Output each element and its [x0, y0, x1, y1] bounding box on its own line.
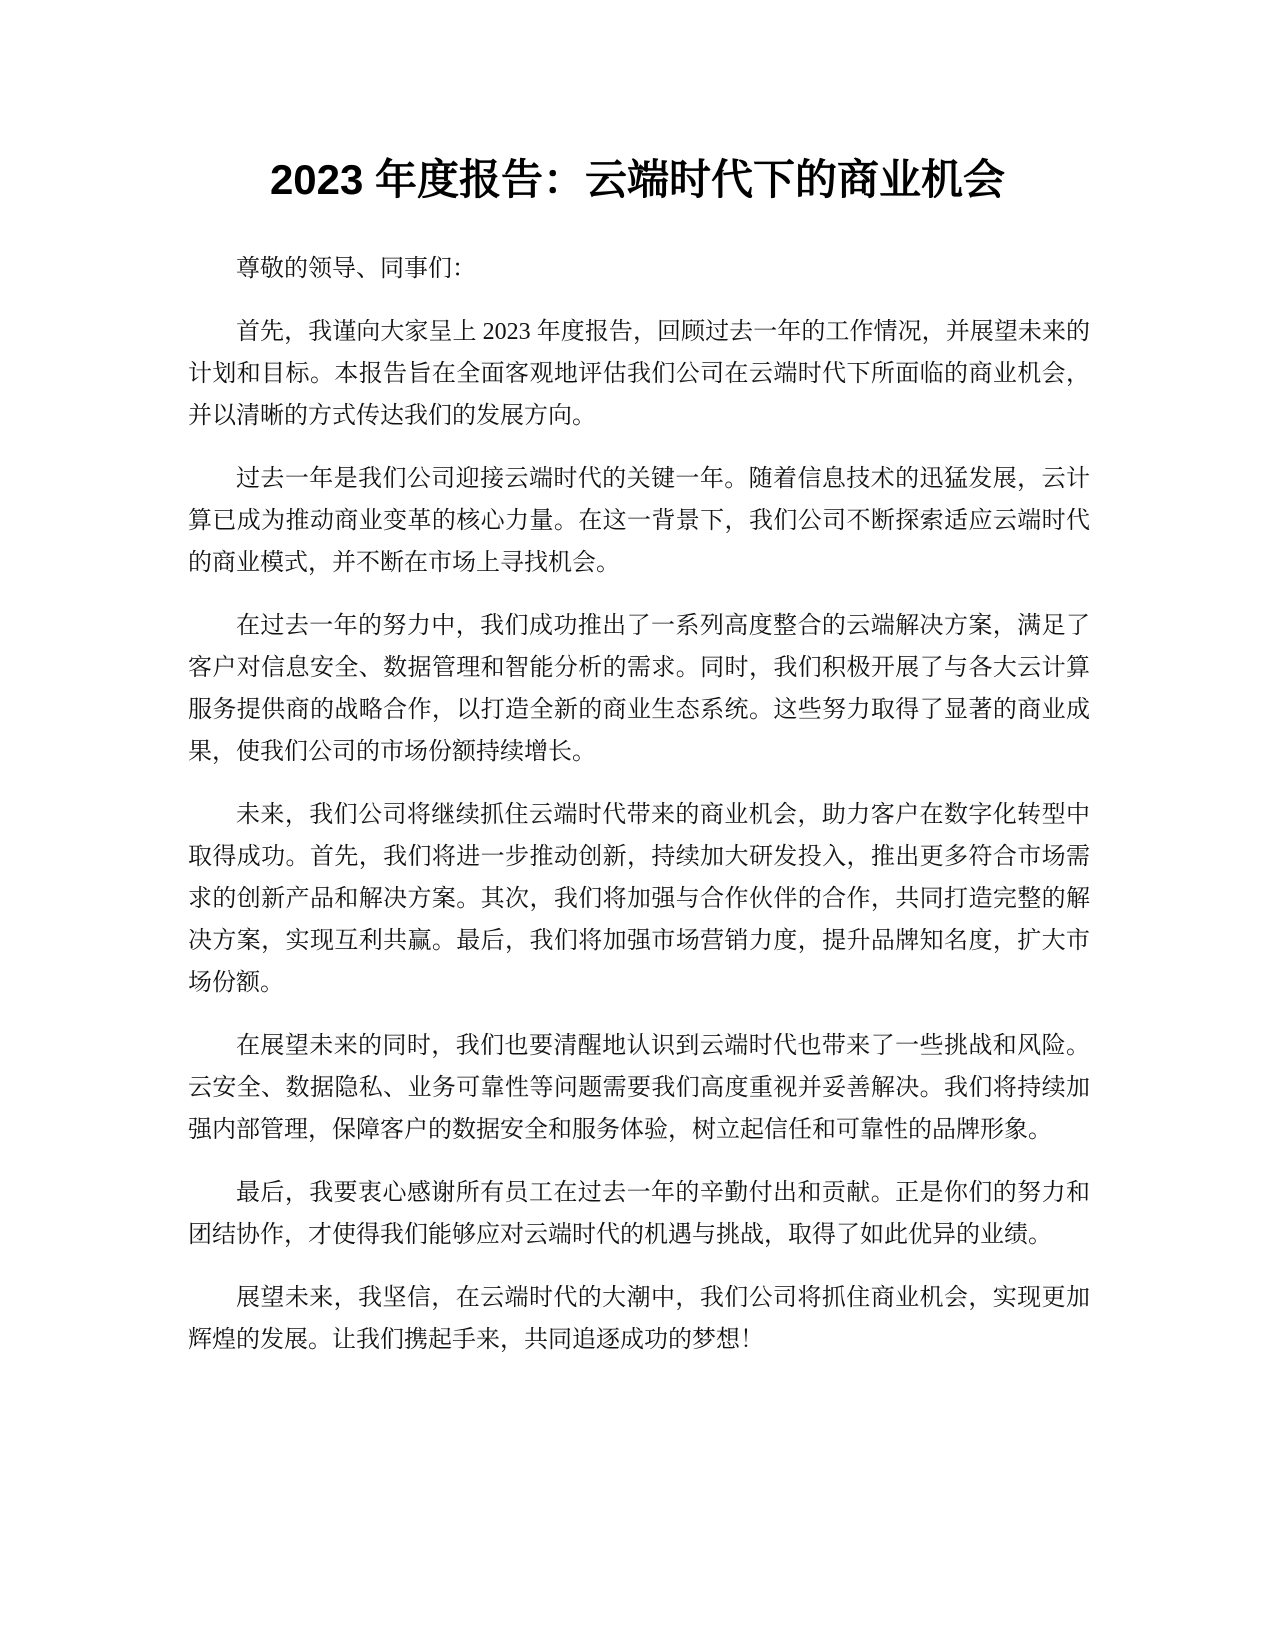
body-paragraph: 过去一年是我们公司迎接云端时代的关键一年。随着信息技术的迅猛发展，云计算已成为推动商业变革的核心力量。在这一背景下，我们公司不断探索适应云端时代的商业模式，并不断在市场上寻找机会。	[188, 466, 1090, 576]
body-paragraph: 首先，我谨向大家呈上 2023 年度报告，回顾过去一年的工作情况，并展望未来的计划和目标。本报告旨在全面客观地评估我们公司在云端时代下所面临的商业机会，并以清晰的方式传达我们的发展方向。	[188, 319, 1090, 429]
body-paragraph: 最后，我要衷心感谢所有员工在过去一年的辛勤付出和贡献。正是你们的努力和团结协作，才使得我们能够应对云端时代的机遇与挑战，取得了如此优异的业绩。	[188, 1180, 1090, 1248]
body-paragraph: 未来，我们公司将继续抓住云端时代带来的商业机会，助力客户在数字化转型中取得成功。首先，我们将进一步推动创新，持续加大研发投入，推出更多符合市场需求的创新产品和解决方案。其次，我们将加强与合作伙伴的合作，共同打造完整的解决方案，实现互利共赢。最后，我们将加强市场营销力度，提升品牌知名度，扩大市场份额。	[188, 802, 1090, 996]
body-paragraph: 展望未来，我坚信，在云端时代的大潮中，我们公司将抓住商业机会，实现更加辉煌的发展。让我们携起手来，共同追逐成功的梦想！	[188, 1285, 1090, 1353]
body-paragraph: 在展望未来的同时，我们也要清醒地认识到云端时代也带来了一些挑战和风险。云安全、数据隐私、业务可靠性等问题需要我们高度重视并妥善解决。我们将持续加强内部管理，保障客户的数据安全和服务体验，树立起信任和可靠性的品牌形象。	[188, 1033, 1090, 1143]
document-title: 2023 年度报告：云端时代下的商业机会	[269, 156, 1006, 203]
body-paragraph: 在过去一年的努力中，我们成功推出了一系列高度整合的云端解决方案，满足了客户对信息安全、数据管理和智能分析的需求。同时，我们积极开展了与各大云计算服务提供商的战略合作，以打造全新的商业生态系统。这些努力取得了显著的商业成果，使我们公司的市场份额持续增长。	[188, 613, 1090, 765]
document-body	[188, 248, 1090, 1382]
greeting-paragraph: 尊敬的领导、同事们：	[236, 256, 476, 282]
